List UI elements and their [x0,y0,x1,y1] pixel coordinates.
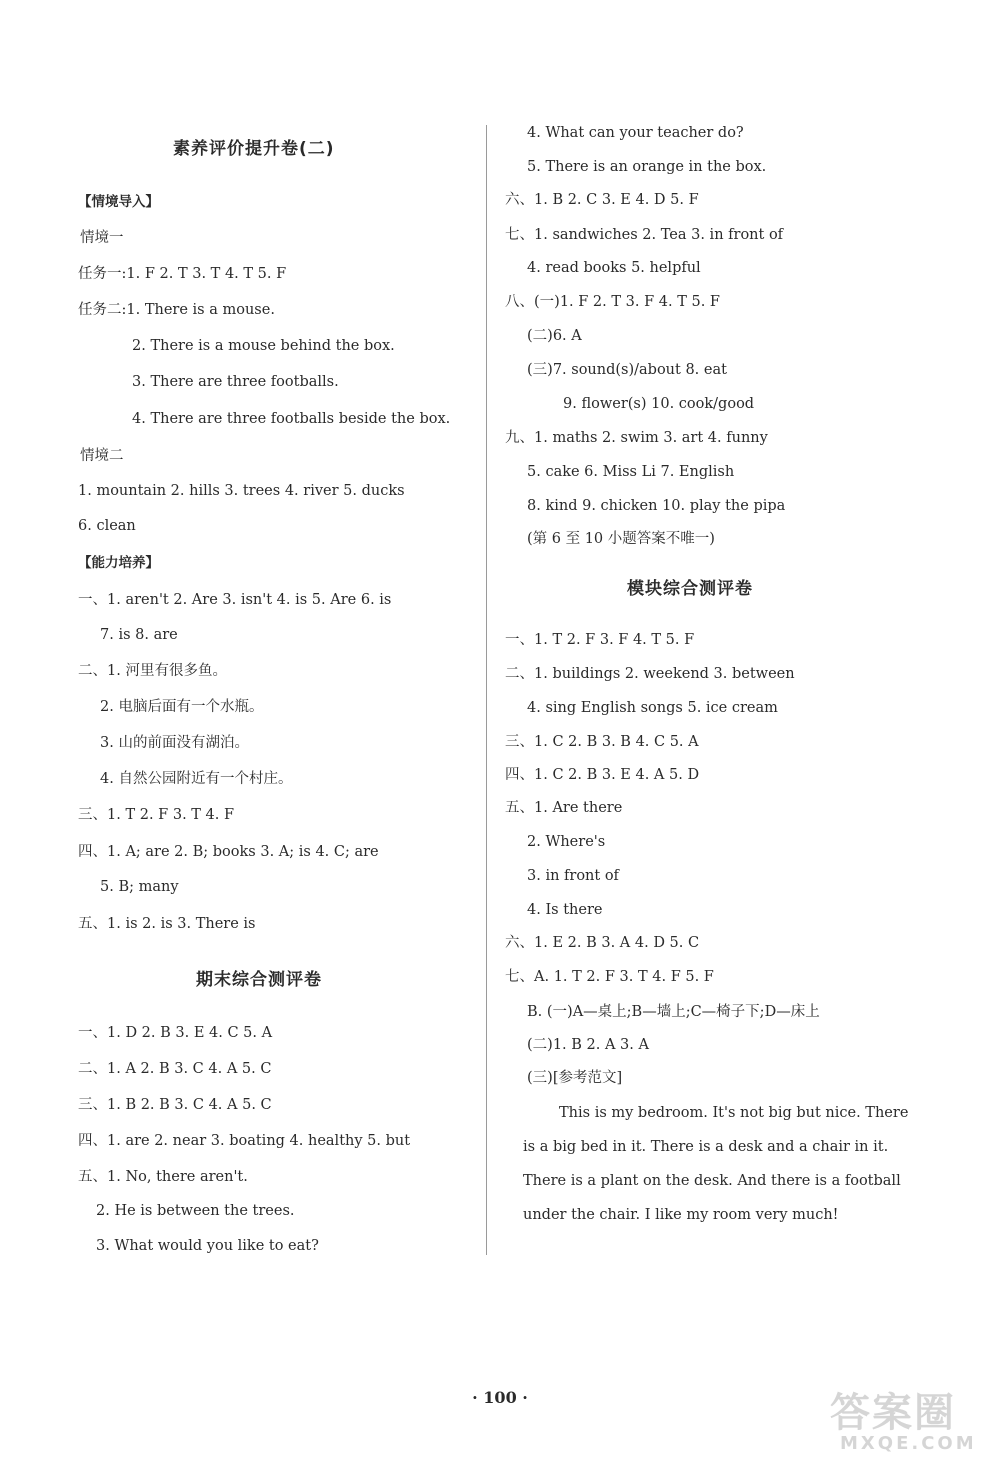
answer-line: 4. 自然公园附近有一个村庄。 [100,771,293,787]
answer-line: 2. 电脑后面有一个水瓶。 [100,699,264,715]
answer-line: 三、1. T 2. F 3. T 4. F [78,807,235,823]
answer-line: 六、1. E 2. B 3. A 4. D 5. C [505,935,700,951]
answer-line: 2. There is a mouse behind the box. [132,338,395,354]
answer-line: 情境二 [80,448,124,464]
essay-line: under the chair. I like my room very much! [523,1207,839,1223]
answer-line: 1. mountain 2. hills 3. trees 4. river 5. ducks [78,483,405,499]
section-title: 素养评价提升卷(二) [173,139,335,159]
essay-line: There is a plant on the desk. And there is a football [523,1173,901,1189]
answer-line: 任务二:1. There is a mouse. [78,302,275,318]
answer-line: 8. kind 9. chicken 10. play the pipa [527,498,786,514]
answer-line: 3. There are three footballs. [132,374,339,390]
answer-line: 5. There is an orange in the box. [527,159,767,175]
answer-line: 三、1. C 2. B 3. B 4. C 5. A [505,734,699,750]
answer-line: (二)6. A [527,328,582,344]
answer-line: (第 6 至 10 小题答案不唯一) [527,531,715,547]
answer-line: (二)1. B 2. A 3. A [527,1037,649,1053]
answer-line: 一、1. T 2. F 3. F 4. T 5. F [505,632,695,648]
answer-line: 三、1. B 2. B 3. C 4. A 5. C [78,1097,272,1113]
answer-line: 五、1. Are there [505,800,623,816]
answer-line: 一、1. D 2. B 3. E 4. C 5. A [78,1025,273,1041]
watermark-logo [824,1373,984,1461]
answer-line: 4. There are three footballs beside the box. [132,411,451,427]
answer-line: (三)[参考范文] [527,1070,623,1086]
answer-line: 四、1. C 2. B 3. E 4. A 5. D [505,767,700,783]
column-divider [486,125,487,1255]
answer-line: 七、1. sandwiches 2. Tea 3. in front of [505,227,784,243]
page-number: · 100 · [472,1388,528,1407]
answer-line: 4. sing English songs 5. ice cream [527,700,778,716]
answer-line: 3. What would you like to eat? [96,1238,319,1254]
answer-line: 二、1. A 2. B 3. C 4. A 5. C [78,1061,272,1077]
answer-line: 2. Where's [527,834,606,850]
answer-line: 4. What can your teacher do? [527,125,744,141]
answer-line: 二、1. 河里有很多鱼。 [78,663,227,679]
answer-line: 3. in front of [527,868,619,884]
answer-line: 四、1. are 2. near 3. boating 4. healthy 5. but [78,1133,411,1149]
answer-line: 任务一:1. F 2. T 3. T 4. T 5. F [78,266,287,282]
answer-line: 六、1. B 2. C 3. E 4. D 5. F [505,192,699,208]
answer-line: 七、A. 1. T 2. F 3. T 4. F 5. F [505,969,714,985]
answer-line: 5. B; many [100,879,179,895]
section-title: 期末综合测评卷 [196,970,322,990]
answer-line: 五、1. No, there aren't. [78,1169,248,1185]
answer-line: 一、1. aren't 2. Are 3. isn't 4. is 5. Are 6. is [78,592,392,608]
answer-line: 九、1. maths 2. swim 3. art 4. funny [505,430,768,446]
answer-line: 4. read books 5. helpful [527,260,701,276]
answer-line: 3. 山的前面没有湖泊。 [100,735,249,751]
answer-line: (三)7. sound(s)/about 8. eat [527,362,727,378]
answer-line: 6. clean [78,518,136,534]
answer-line: B. (一)A—桌上;B—墙上;C—椅子下;D—床上 [527,1004,820,1020]
answer-line: 7. is 8. are [100,627,178,643]
answer-line: 4. Is there [527,902,603,918]
essay-line: This is my bedroom. It's not big but nice. There [559,1105,909,1121]
watermark-url: MXQE.COM [840,1433,977,1454]
answer-line: 八、(一)1. F 2. T 3. F 4. T 5. F [505,294,720,310]
answer-line: 情境一 [80,230,124,246]
subsection-label: 【能力培养】 [78,555,159,571]
answer-line: 5. cake 6. Miss Li 7. English [527,464,735,480]
answer-line: 五、1. is 2. is 3. There is [78,916,256,932]
answer-line: 2. He is between the trees. [96,1203,295,1219]
essay-line: is a big bed in it. There is a desk and a chair in it. [523,1139,889,1155]
section-title: 模块综合测评卷 [627,579,753,599]
answer-line: 9. flower(s) 10. cook/good [563,396,755,412]
watermark-text: 答案圈 [830,1390,956,1436]
answer-line: 四、1. A; are 2. B; books 3. A; is 4. C; are [78,844,379,860]
subsection-label: 【情境导入】 [78,194,159,210]
answer-line: 二、1. buildings 2. weekend 3. between [505,666,795,682]
